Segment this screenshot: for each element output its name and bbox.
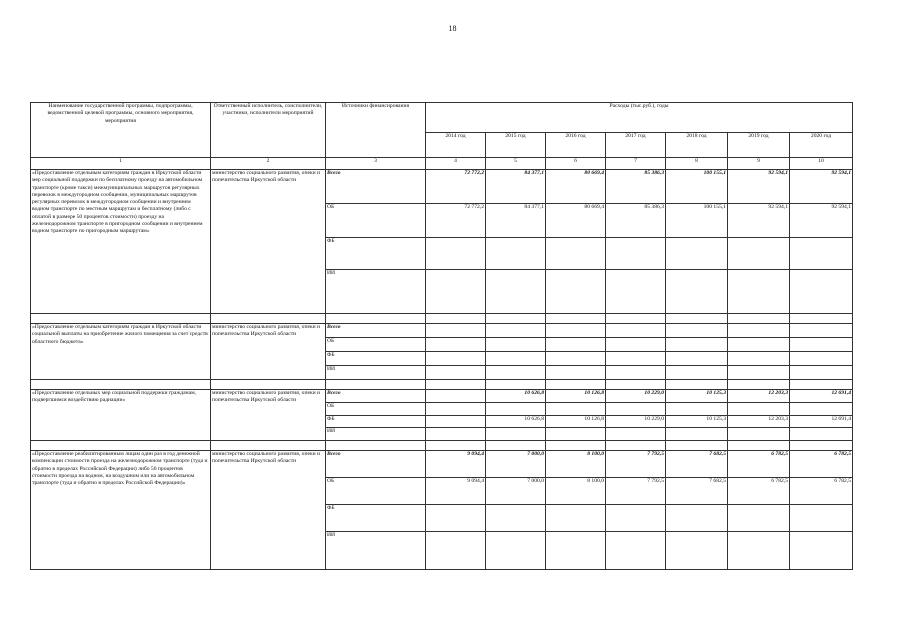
expense-value xyxy=(666,403,728,416)
expense-value: 6 782,5 xyxy=(728,478,790,505)
expense-value xyxy=(606,532,666,570)
column-number: 1 xyxy=(31,158,211,170)
expense-value xyxy=(606,505,666,532)
expense-value xyxy=(790,338,853,352)
expense-value xyxy=(790,428,853,441)
expense-value xyxy=(546,324,606,338)
column-number: 10 xyxy=(790,158,853,170)
expense-value xyxy=(426,505,486,532)
expense-value xyxy=(486,366,546,380)
expense-value: 92 594,1 xyxy=(728,204,790,238)
expense-value xyxy=(486,505,546,532)
expense-value xyxy=(486,352,546,366)
expense-value xyxy=(790,532,853,570)
expense-value xyxy=(728,352,790,366)
expense-value xyxy=(606,366,666,380)
expense-value: 10 126,8 xyxy=(546,416,606,428)
expense-value: 8 100,0 xyxy=(546,451,606,478)
spacer-cell xyxy=(606,380,666,390)
expense-value xyxy=(666,270,728,314)
expense-value: 12 691,4 xyxy=(790,416,853,428)
header-year: 2019 год xyxy=(728,133,790,158)
expense-value xyxy=(666,366,728,380)
spacer-cell xyxy=(486,314,546,324)
spacer-cell xyxy=(426,441,486,451)
expense-value xyxy=(728,238,790,270)
spacer-cell xyxy=(546,380,606,390)
expense-value: 92 594,1 xyxy=(728,170,790,204)
expense-value: 10 125,3 xyxy=(666,416,728,428)
expense-value xyxy=(606,324,666,338)
expense-value xyxy=(728,366,790,380)
funding-source: ФБ xyxy=(326,416,426,428)
spacer-cell xyxy=(728,380,790,390)
spacer-cell xyxy=(728,441,790,451)
expense-value: 10 626,8 xyxy=(486,390,546,403)
expense-value xyxy=(790,324,853,338)
expense-value xyxy=(790,505,853,532)
spacer-cell xyxy=(666,441,728,451)
expense-value: 10 125,3 xyxy=(666,390,728,403)
expense-value xyxy=(546,270,606,314)
expense-value xyxy=(728,532,790,570)
expense-value: 72 772,2 xyxy=(426,170,486,204)
program-executor: министерство социального развития, опеки и попечительства Иркутской области xyxy=(211,451,326,570)
expense-value xyxy=(606,428,666,441)
expense-value xyxy=(486,324,546,338)
expense-value: 10 229,0 xyxy=(606,416,666,428)
expense-value xyxy=(546,366,606,380)
column-number: 2 xyxy=(211,158,326,170)
expense-value: 10 126,8 xyxy=(546,390,606,403)
table-row xyxy=(31,451,853,478)
spacer-cell xyxy=(790,380,853,390)
expense-value: 10 626,8 xyxy=(486,416,546,428)
funding-source: ОБ xyxy=(326,403,426,416)
expense-value xyxy=(666,324,728,338)
funding-source: ИИ xyxy=(326,532,426,570)
header-year: 2018 год xyxy=(666,133,728,158)
funding-source: Всего xyxy=(326,390,426,403)
spacer-cell xyxy=(790,314,853,324)
table-row xyxy=(31,390,853,403)
expense-value xyxy=(606,352,666,366)
table-row xyxy=(31,324,853,338)
expense-value: 84 377,1 xyxy=(486,204,546,238)
funding-source: ФБ xyxy=(326,505,426,532)
spacer-cell xyxy=(486,441,546,451)
expense-value: 7 000,0 xyxy=(486,451,546,478)
expense-value xyxy=(666,238,728,270)
program-executor: министерство социального развития, опеки и попечительства Иркутской области xyxy=(211,324,326,380)
spacer-cell xyxy=(211,380,326,390)
spacer-cell xyxy=(31,314,211,324)
expense-value xyxy=(546,532,606,570)
expense-value: 6 782,5 xyxy=(728,451,790,478)
expense-value xyxy=(546,428,606,441)
expense-value xyxy=(666,532,728,570)
header-source: Источники финансирования xyxy=(326,103,426,158)
column-number: 9 xyxy=(728,158,790,170)
expense-value xyxy=(426,324,486,338)
spacer-cell xyxy=(426,380,486,390)
program-executor: министерство социального развития, опеки и попечительства Иркутской области xyxy=(211,170,326,314)
expense-value xyxy=(426,428,486,441)
expense-value xyxy=(546,238,606,270)
header-year: 2020 год xyxy=(790,133,853,158)
expense-value: 7 682,5 xyxy=(666,478,728,505)
expense-value xyxy=(426,390,486,403)
expense-value xyxy=(546,505,606,532)
expense-value xyxy=(666,505,728,532)
expense-value: 7 792,5 xyxy=(606,478,666,505)
expense-value: 10 229,0 xyxy=(606,390,666,403)
expense-value xyxy=(606,238,666,270)
header-name: Наименование государственной программы, подпрограммы, ведомственной целевой программы, основного мероприятия, мероприятия xyxy=(31,103,211,158)
expense-value xyxy=(546,338,606,352)
expense-value xyxy=(666,338,728,352)
expense-value xyxy=(426,270,486,314)
funding-source: Всего xyxy=(326,324,426,338)
expense-value: 85 386,3 xyxy=(606,204,666,238)
expense-value xyxy=(728,338,790,352)
funding-source: ОБ xyxy=(326,204,426,238)
expense-value xyxy=(790,238,853,270)
column-number: 4 xyxy=(426,158,486,170)
spacer-cell xyxy=(326,441,426,451)
expense-value: 80 669,4 xyxy=(546,204,606,238)
expense-value: 6 782,5 xyxy=(790,451,853,478)
spacer-cell xyxy=(546,314,606,324)
expense-value xyxy=(426,416,486,428)
spacer-row xyxy=(31,314,853,324)
spacer-cell xyxy=(606,441,666,451)
spacer-cell xyxy=(546,441,606,451)
expense-value: 100 155,1 xyxy=(666,170,728,204)
header-year: 2015 год xyxy=(486,133,546,158)
header-year: 2014 год xyxy=(426,133,486,158)
expense-value: 8 100,0 xyxy=(546,478,606,505)
spacer-cell xyxy=(326,314,426,324)
expense-value: 7 682,5 xyxy=(666,451,728,478)
expense-value xyxy=(426,238,486,270)
spacer-cell xyxy=(606,314,666,324)
expense-value xyxy=(606,270,666,314)
expense-value xyxy=(486,270,546,314)
spacer-cell xyxy=(211,314,326,324)
expense-value: 6 782,5 xyxy=(790,478,853,505)
spacer-cell xyxy=(790,441,853,451)
page-number: 18 xyxy=(448,24,457,33)
funding-source: Всего xyxy=(326,170,426,204)
expense-value: 84 377,1 xyxy=(486,170,546,204)
expense-value xyxy=(666,428,728,441)
expense-value xyxy=(790,352,853,366)
spacer-cell xyxy=(31,441,211,451)
expense-value: 80 669,4 xyxy=(546,170,606,204)
expense-value xyxy=(486,338,546,352)
program-name: «Предоставление отдельным категориям граждан в Иркутской области социальной выплаты на приобретение жилого помещения за счет средств областного бюджета» xyxy=(31,324,211,380)
expenses-table xyxy=(30,102,853,570)
expense-value xyxy=(790,403,853,416)
program-executor: министерство социального развития, опеки и попечительства Иркутской области xyxy=(211,390,326,441)
expense-value: 92 594,1 xyxy=(790,204,853,238)
spacer-cell xyxy=(31,380,211,390)
expense-value xyxy=(426,366,486,380)
spacer-cell xyxy=(486,380,546,390)
spacer-cell xyxy=(426,314,486,324)
expense-value: 9 094,4 xyxy=(426,478,486,505)
spacer-cell xyxy=(211,441,326,451)
expense-value: 85 386,3 xyxy=(606,170,666,204)
column-number: 8 xyxy=(666,158,728,170)
expense-value: 12 203,3 xyxy=(728,390,790,403)
expense-value xyxy=(728,505,790,532)
expense-value xyxy=(790,366,853,380)
spacer-row xyxy=(31,380,853,390)
expense-value: 72 772,2 xyxy=(426,204,486,238)
expense-value xyxy=(728,270,790,314)
header-year: 2016 год xyxy=(546,133,606,158)
funding-source: ФБ xyxy=(326,238,426,270)
header-expenses: Расходы (тыс.руб.), годы xyxy=(426,103,853,133)
expense-value xyxy=(426,403,486,416)
funding-source: ОБ xyxy=(326,338,426,352)
funding-source: ФБ xyxy=(326,352,426,366)
header-year: 2017 год xyxy=(606,133,666,158)
funding-source: ИИ xyxy=(326,270,426,314)
expense-value xyxy=(486,238,546,270)
expense-value: 12 203,3 xyxy=(728,416,790,428)
expense-value: 92 594,1 xyxy=(790,170,853,204)
expense-value xyxy=(790,270,853,314)
funding-source: ОБ xyxy=(326,478,426,505)
expense-value xyxy=(426,352,486,366)
expense-value xyxy=(486,403,546,416)
spacer-row xyxy=(31,441,853,451)
expense-value xyxy=(426,532,486,570)
expense-value xyxy=(728,428,790,441)
spacer-cell xyxy=(666,380,728,390)
spacer-cell xyxy=(326,380,426,390)
program-name: «Предоставление отдельных мер социальной поддержки гражданам, подвергшимся воздействию радиации» xyxy=(31,390,211,441)
expense-value xyxy=(486,532,546,570)
header-executor: Ответственный исполнитель, соисполнители, участники, исполнители мероприятий xyxy=(211,103,326,158)
expense-value xyxy=(426,338,486,352)
funding-source: ИИ xyxy=(326,428,426,441)
expense-value xyxy=(546,352,606,366)
expense-value xyxy=(666,352,728,366)
column-number: 3 xyxy=(326,158,426,170)
funding-source: ИИ xyxy=(326,366,426,380)
expense-value xyxy=(606,338,666,352)
expense-value xyxy=(728,403,790,416)
expense-value xyxy=(486,428,546,441)
expense-value xyxy=(546,403,606,416)
expense-value xyxy=(606,403,666,416)
expense-value: 7 792,5 xyxy=(606,451,666,478)
program-name: «Предоставление реабилитированным лицам один раз в год денежной компенсации стоимости проезда на железнодорожном транспорте (туда и обратно в пределах Российской Федерации) либо 50 процентов стоимости проезда на водном, на воздушном или на автомобильном транспорте (туда и обратно в пределах Российской Федерации)» xyxy=(31,451,211,570)
funding-source: Всего xyxy=(326,451,426,478)
expense-value xyxy=(728,324,790,338)
expense-value: 100 155,1 xyxy=(666,204,728,238)
expense-value: 12 691,4 xyxy=(790,390,853,403)
column-number: 7 xyxy=(606,158,666,170)
column-number: 5 xyxy=(486,158,546,170)
spacer-cell xyxy=(666,314,728,324)
expense-value: 9 094,4 xyxy=(426,451,486,478)
spacer-cell xyxy=(728,314,790,324)
program-name: «Предоставление отдельным категориям граждан в Иркутской области мер социальной поддержки по бесплатному проезду на автомобильном транспорте (кроме такси) межмуниципальных маршрутов регулярных перевозок в междугородном сообщении, муниципальных маршрутов регулярных перевозок в междугородном сообщении и внутреннем водном транспорте по местным маршрутам и бесплатному (либо с оплатой в размере 50 процентов стоимости) проезду на железнодорожном транспорте в пригородном сообщении и внутреннем водном транспорте по пригородным маршрутам» xyxy=(31,170,211,314)
table-row xyxy=(31,170,853,204)
column-number: 6 xyxy=(546,158,606,170)
expense-value: 7 000,0 xyxy=(486,478,546,505)
